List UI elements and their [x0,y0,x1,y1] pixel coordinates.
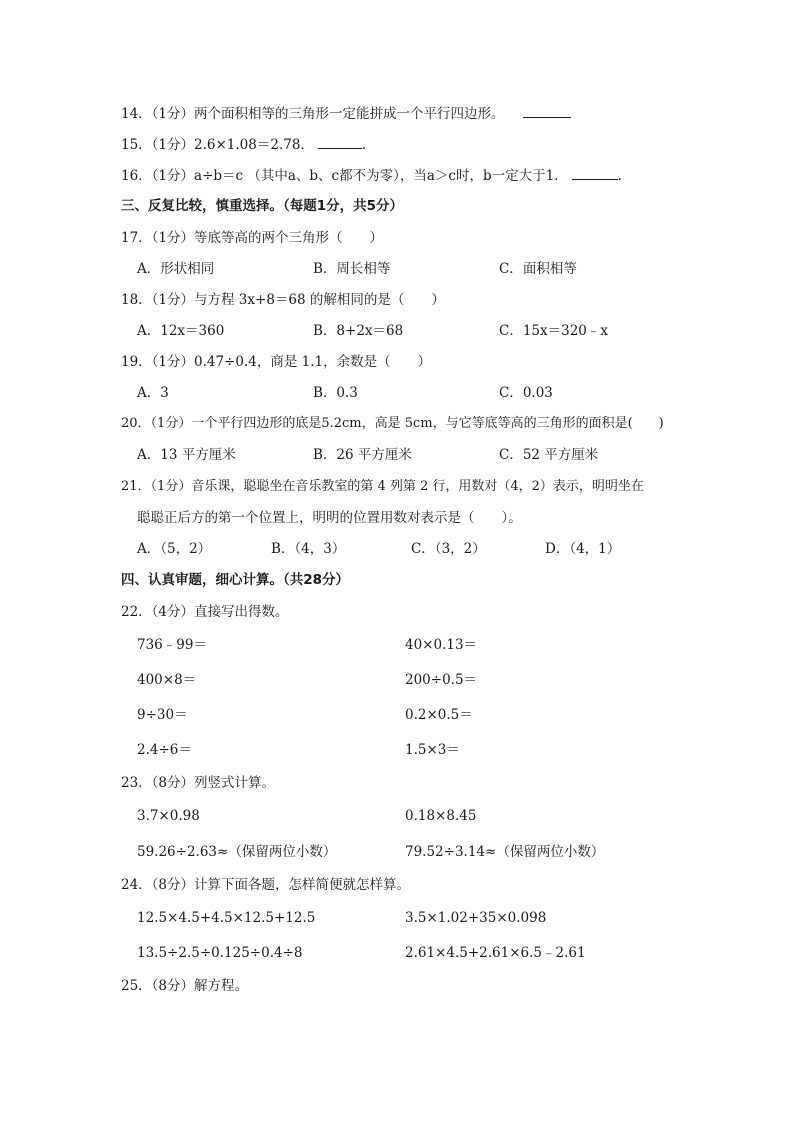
option-d[interactable]: D．（4，1） [545,541,621,557]
calc-item: 12.5×4.5+4.5×12.5+12.5 [137,910,316,926]
option-b[interactable]: B．0.3 [313,385,358,401]
calc-item: 9÷30＝ [137,707,188,723]
calc-item: 736﹣99＝ [137,637,207,653]
question-22-stem: 22．（4分）直接写出得数。 [121,604,289,620]
calc-item: 400×8＝ [137,672,197,688]
question-16-text: 16．（1分）a÷b＝c （其中a、b、c都不为零），当a＞c时，b一定大于1． [121,168,568,184]
question-21-stem-line1: 21．（1分）音乐课，聪聪坐在音乐教室的第 4 列第 2 行，用数对（4，2）表示，明明坐在 [121,479,644,494]
option-c[interactable]: C．15x＝320﹣x [499,323,609,339]
option-a[interactable]: A．12x＝360 [137,323,225,339]
option-b[interactable]: B．（4，3） [271,541,346,557]
option-c[interactable]: C．面积相等 [499,261,577,277]
calc-item: 0.18×8.45 [405,808,477,824]
question-23-stem: 23．（8分）列竖式计算。 [121,775,276,791]
question-25-stem: 25．（8分）解方程。 [121,978,249,994]
calc-item: 200÷0.5＝ [405,672,478,688]
calc-item: 0.2×0.5＝ [405,707,473,723]
question-24-stem: 24．（8分）计算下面各题，怎样简便就怎样算。 [121,877,411,893]
question-18-stem: 18．（1分）与方程 3x+8＝68 的解相同的是（ ） [121,292,445,308]
section-heading-3: 三、反复比较，慎重选择。（每题1分，共5分） [121,198,404,214]
question-14 [121,103,571,124]
option-b[interactable]: B．8+2x＝68 [313,323,404,339]
answer-blank[interactable] [523,103,571,118]
question-17-stem: 17．（1分）等底等高的两个三角形（ ） [121,230,384,246]
calc-item: 3.7×0.98 [137,808,200,824]
option-c[interactable]: C．0.03 [499,385,553,401]
question-16-suffix: ． [617,168,632,184]
section-heading-4: 四、认真审题，细心计算。（共28分） [121,572,350,588]
answer-blank[interactable] [572,165,618,180]
option-c[interactable]: C．52 平方厘米 [499,447,599,463]
question-15-text: 15．（1分）2.6×1.08＝2.78． [121,137,314,153]
calc-item: 2.61×4.5+2.61×6.5﹣2.61 [405,945,586,961]
calc-item: 13.5÷2.5÷0.125÷0.4÷8 [137,945,303,961]
question-19-stem: 19．（1分）0.47÷0.4，商是 1.1，余数是（ ） [121,354,432,370]
answer-blank[interactable] [318,134,362,149]
option-b[interactable]: B．26 平方厘米 [313,447,412,463]
question-16 [121,165,631,186]
calc-item: 40×0.13＝ [405,637,478,653]
option-a[interactable]: A．形状相同 [137,261,215,277]
option-a[interactable]: A．（5，2） [137,541,212,557]
question-14-text: 14．（1分）两个面积相等的三角形一定能拼成一个平行四边形。 [121,106,505,122]
option-a[interactable]: A．3 [137,385,169,401]
option-c[interactable]: C．（3，2） [411,541,486,557]
calc-item: 2.4÷6＝ [137,742,192,758]
option-a[interactable]: A．13 平方厘米 [137,447,236,463]
option-b[interactable]: B．周长相等 [313,261,391,277]
question-21-stem-line2: 聪聪正后方的第一个位置上，明明的位置用数对表示是（ ）。 [137,510,522,526]
calc-item: 79.52÷3.14≈（保留两位小数） [405,844,605,860]
calc-item: 59.26÷2.63≈（保留两位小数） [137,844,337,860]
calc-item: 3.5×1.02+35×0.098 [405,910,547,926]
question-15-suffix: ． [361,137,376,153]
calc-item: 1.5×3＝ [405,742,460,758]
question-20-stem: 20．（1分）一个平行四边形的底是5.2cm，高是 5cm，与它等底等高的三角形的面积是( ) [121,416,664,431]
question-15 [121,134,375,155]
